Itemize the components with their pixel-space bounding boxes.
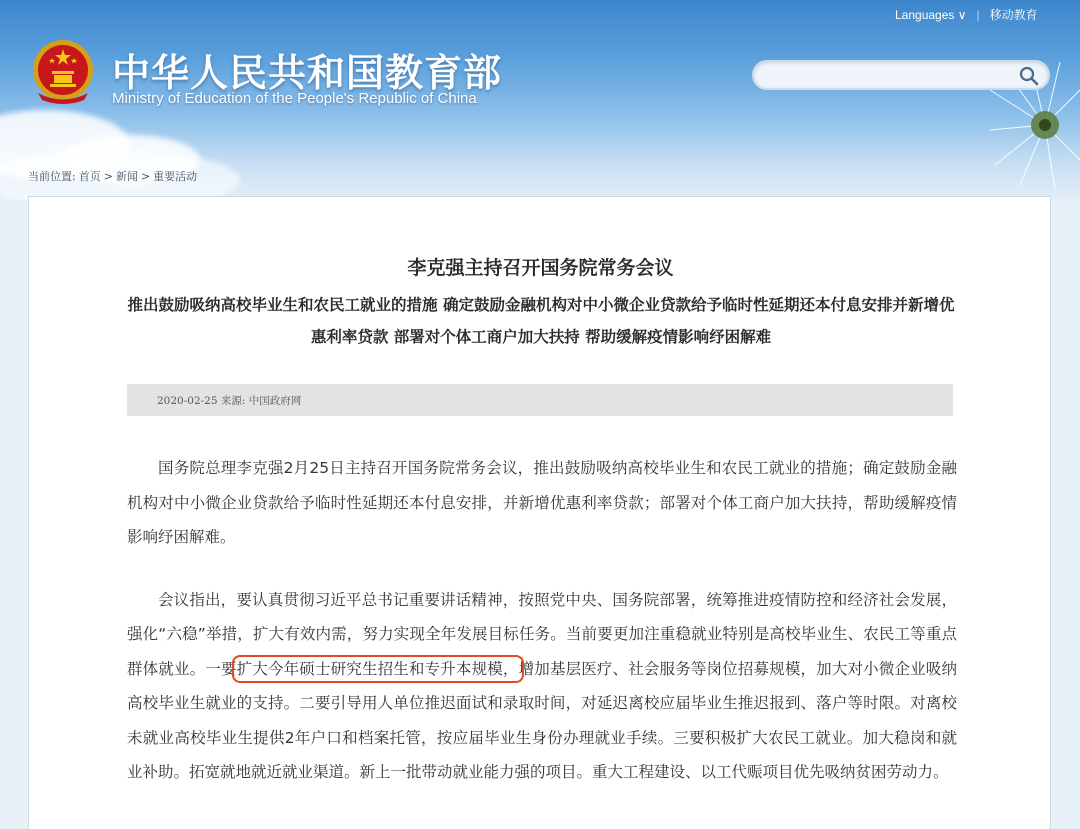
paragraph-text: 增加基层医疗、社会服务等岗位招募规模，加大对小微企业吸纳高校毕业生就业的支持。二要引导用人单位推迟面试和录取时间，对延迟离校应届毕业生推迟报到、落户等时限。对离校未就业高校毕业生提供2年户口和档案托管，按应届毕业生身份办理就业手续。三要积极扩大农民工就业。加大稳岗和就业补助。拓宽就地就近就业渠道。新上一批带动就业能力强的项目。重大工程建设、以工代赈项目优先吸纳贫困劳动力。 [127,659,957,781]
search-icon[interactable] [1018,65,1040,87]
search-box [752,60,1050,90]
link-separator: | [976,7,980,22]
search-input[interactable] [766,66,1016,86]
paragraph-text: 会议指出，要认真贯彻习近平总书记重要讲话精神，按照党中央、国务院部署，统筹推进疫情防控和经济社会发展，强化“六稳”举措，扩大有效内需，努力实现全年发展目标任务。当前要更加注重稳就业特别是高校毕业生、农民工等重点群体就业。一要 [127,590,957,678]
breadcrumb-home-link[interactable]: 首页 [78,170,101,183]
breadcrumb-events-link[interactable]: 重要活动 [153,170,198,183]
top-links [895,6,1038,23]
breadcrumb [28,168,197,184]
article-paragraph [127,583,957,790]
breadcrumb-separator: > [140,169,151,183]
article-title: 李克强主持召开国务院常务会议 [407,257,674,279]
breadcrumb-separator: > [103,169,113,183]
article-source: 中国政府网 [248,395,302,407]
breadcrumb-news-link[interactable]: 新闻 [115,170,138,183]
article-date: 2020-02-25 [157,395,218,407]
article-subtitle: 推出鼓励吸纳高校毕业生和农民工就业的措施 确定鼓励金融机构对中小微企业贷款给予临时性延期还本付息安排并新增优惠利率贷款 部署对个体工商户加大扶持 帮助缓解疫情影响纾困解难 [127,296,955,346]
site-title: 中华人民共和国教育部 [112,51,503,95]
mobile-edu-link[interactable]: 移动教育 [989,8,1038,22]
breadcrumb-prefix: 当前位置: [28,170,76,183]
languages-link[interactable]: Languages ∨ [895,7,967,22]
site-subtitle: Ministry of Education of the People's Republic of China [112,90,477,107]
article-meta [157,393,301,408]
highlighted-text: 扩大今年硕士研究生招生和专升本规模， [236,659,519,678]
article-body [127,451,957,818]
article-panel [28,196,1051,829]
national-emblem-icon [30,38,96,106]
article-meta-bar [127,384,953,416]
article-source-label: 来源: [220,395,246,407]
article-paragraph: 国务院总理李克强2月25日主持召开国务院常务会议，推出鼓励吸纳高校毕业生和农民工就业的措施；确定鼓励金融机构对中小微企业贷款给予临时性延期还本付息安排，并新增优惠利率贷款；部署对个体工商户加大扶持，帮助缓解疫情影响纾困解难。 [127,459,957,546]
